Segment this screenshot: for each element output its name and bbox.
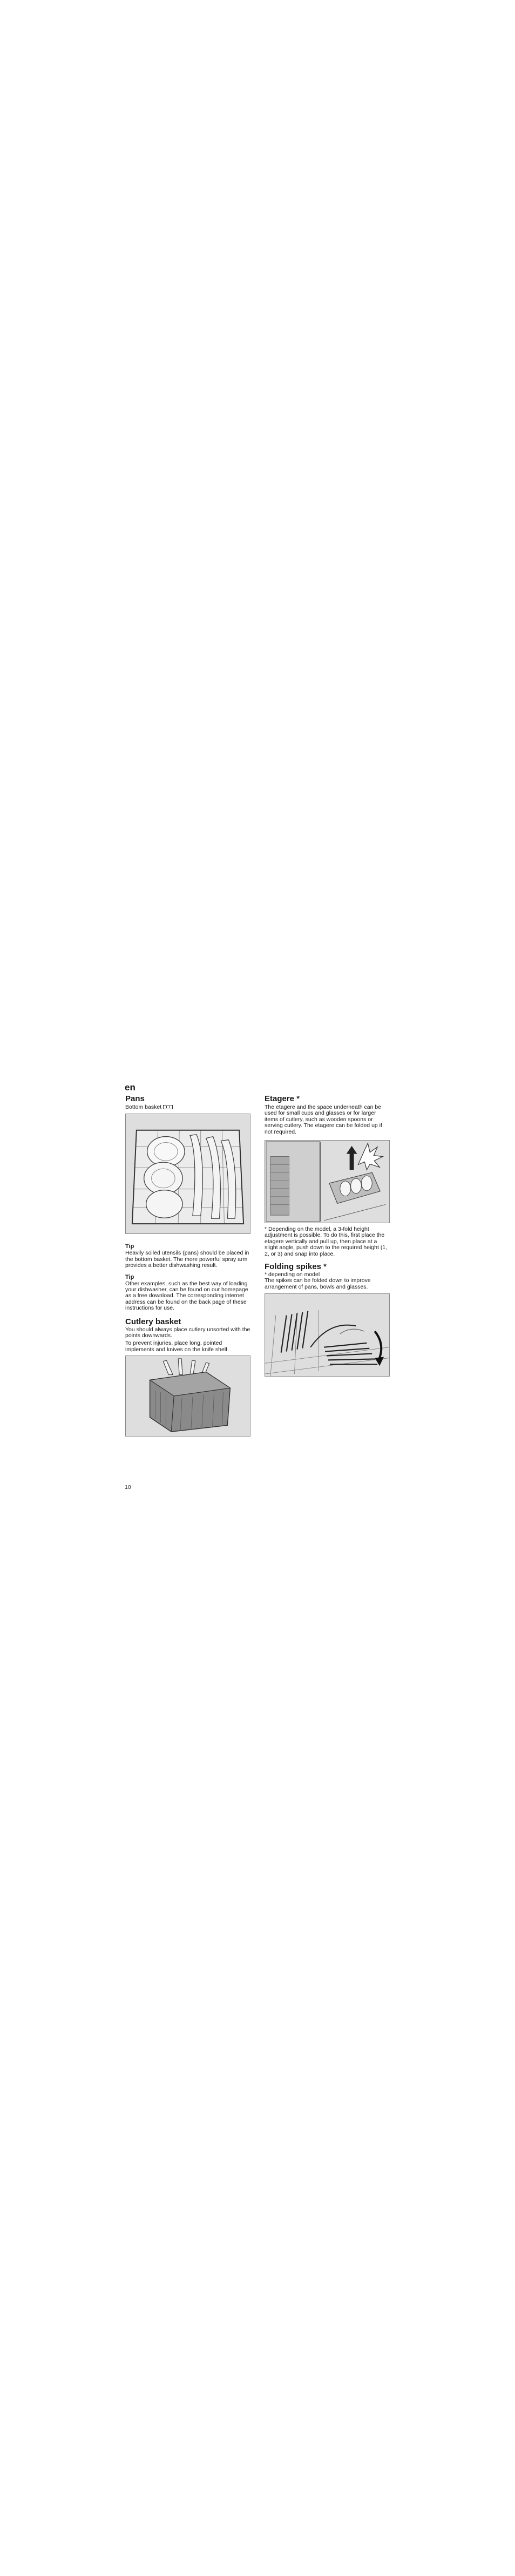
etagere-illustration: [265, 1140, 390, 1223]
tip1-text: Heavily soiled utensils (pans) should be placed in the bottom basket. The more powerful spray arm provides a better dishwashing result.: [125, 1250, 249, 1269]
pans-subtitle: Bottom basket: [125, 1104, 162, 1110]
folding-spikes-text: The spikes can be folded down to improve arrangement of pans, bowls and glasses.: [265, 1277, 371, 1290]
etagere-text: The etagere and the space underneath can be used for small cups and glasses or for larger items of cutlery, such as wooden spoons or serving cutlery. The etagere can be folded up if not required.: [265, 1104, 382, 1135]
folding-spikes-illustration: [265, 1293, 390, 1377]
cutlery-text-1: You should always place cutlery unsorted with the points downwards.: [125, 1326, 250, 1339]
right-column: [265, 1094, 390, 1377]
tip2-text: Other examples, such as the best way of loading your dishwasher, can be found on our homepage as a free download. The corresponding internet address can be found on the back page of these instructions for use.: [125, 1280, 248, 1312]
etagere-heading: Etagere *: [265, 1094, 300, 1103]
bottom-basket-icon: [163, 1105, 173, 1109]
pans-subtitle-line: [125, 1104, 250, 1110]
etagere-note: * Depending on the model, a 3-fold height adjustment is possible. To do this, first place the etagere vertically and pull up, then place at a slight angle, push down to the required height (1, 2, or 3) and snap into place.: [265, 1226, 388, 1257]
cutlery-heading: Cutlery basket: [125, 1317, 181, 1326]
tip2-heading: Tip: [125, 1273, 134, 1280]
cutlery-basket-illustration: [125, 1356, 250, 1437]
tip1-heading: Tip: [125, 1243, 134, 1250]
pans-heading: Pans: [125, 1094, 145, 1103]
left-column: [125, 1094, 250, 1437]
cutlery-text-2: To prevent injuries, place long, pointed implements and knives on the knife shelf.: [125, 1340, 229, 1353]
bottom-basket-illustration: [125, 1114, 250, 1234]
folding-spikes-note: * depending on model: [265, 1271, 320, 1278]
folding-spikes-heading: Folding spikes *: [265, 1262, 327, 1272]
language-tag: en: [125, 1082, 135, 1093]
page-number: 10: [125, 1484, 131, 1491]
